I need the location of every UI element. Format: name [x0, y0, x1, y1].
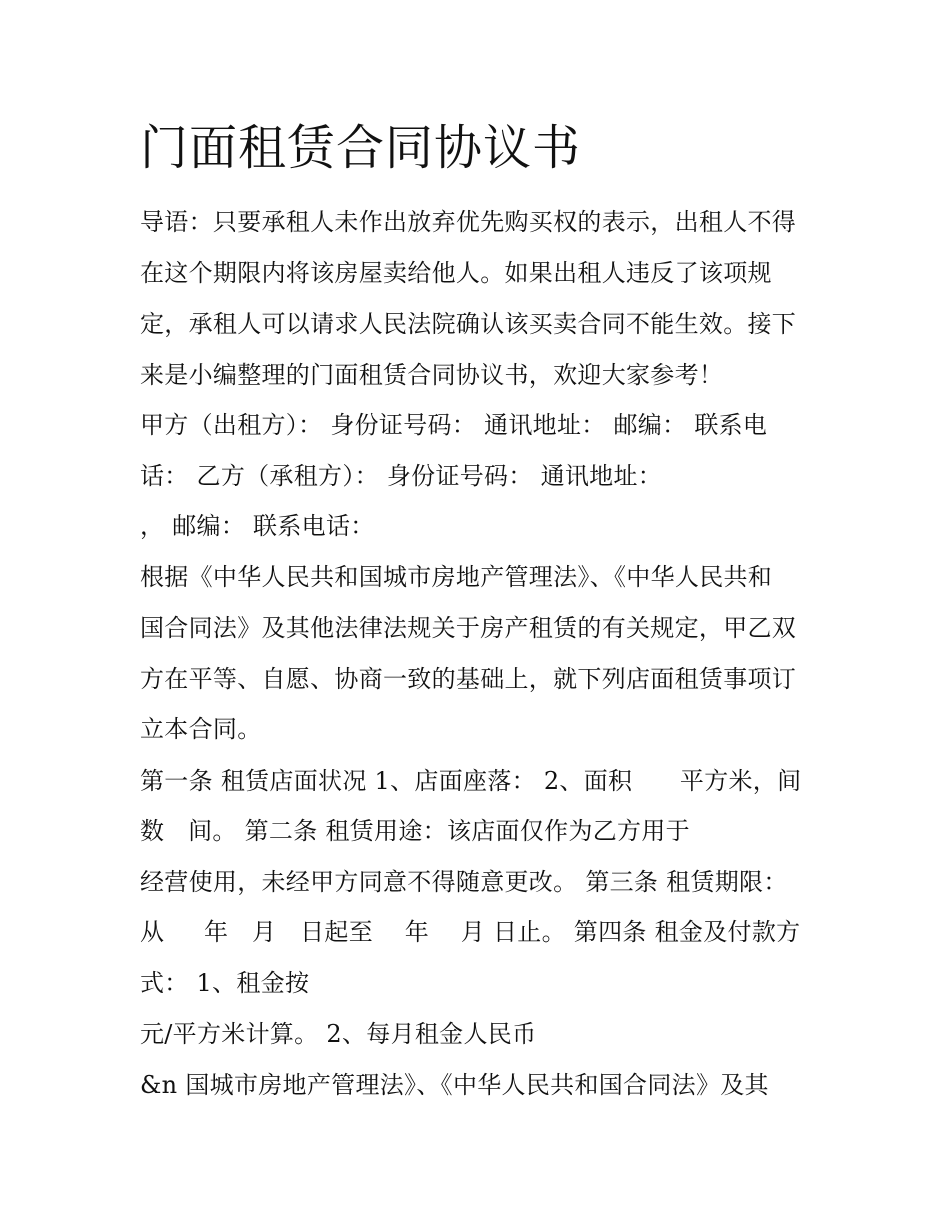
clause-line-2: 数 间。 第二条 租赁用途：该店面仅作为乙方用于	[140, 817, 690, 845]
clause-line-4: 从 年 月 日起至 年 月 日止。 第四条 租金及付款方	[140, 918, 801, 946]
clause-line-1: 第一条 租赁店面状况 1、店面座落： 2、面积 平方米，间	[140, 767, 802, 795]
intro-line-2: 在这个期限内将该房屋卖给他人。如果出租人违反了该项规	[140, 259, 772, 287]
intro-line-1: 导语：只要承租人未作出放弃优先购买权的表示，出租人不得	[140, 208, 797, 236]
intro-line-4: 来是小编整理的门面租赁合同协议书，欢迎大家参考！	[140, 361, 724, 389]
document-title: 门面租赁合同协议书	[140, 120, 582, 176]
party-line-3: ， 邮编： 联系电话：	[140, 512, 375, 540]
party-line-1: 甲方（出租方）： 身份证号码： 通讯地址： 邮编： 联系电	[140, 411, 768, 439]
clause-line-6: 元/平方米计算。 2、每月租金人民币	[140, 1020, 537, 1048]
intro-line-3: 定，承租人可以请求人民法院确认该买卖合同不能生效。接下	[140, 310, 797, 338]
clause-line-5: 式： 1、租金按	[140, 969, 310, 997]
party-line-2: 话： 乙方（承租方）： 身份证号码： 通讯地址：	[140, 462, 663, 490]
clause-line-3: 经营使用，未经甲方同意不得随意更改。 第三条 租赁期限：	[140, 868, 788, 896]
basis-line-4: 立本合同。	[140, 715, 262, 743]
basis-line-1: 根据《中华人民共和国城市房地产管理法》、《中华人民共和	[140, 563, 773, 591]
clause-line-7: &n 国城市房地产管理法》、《中华人民共和国合同法》及其	[140, 1071, 769, 1099]
basis-line-3: 方在平等、自愿、协商一致的基础上，就下列店面租赁事项订	[140, 665, 797, 693]
basis-line-2: 国合同法》及其他法律法规关于房产租赁的有关规定，甲乙双	[140, 614, 797, 642]
